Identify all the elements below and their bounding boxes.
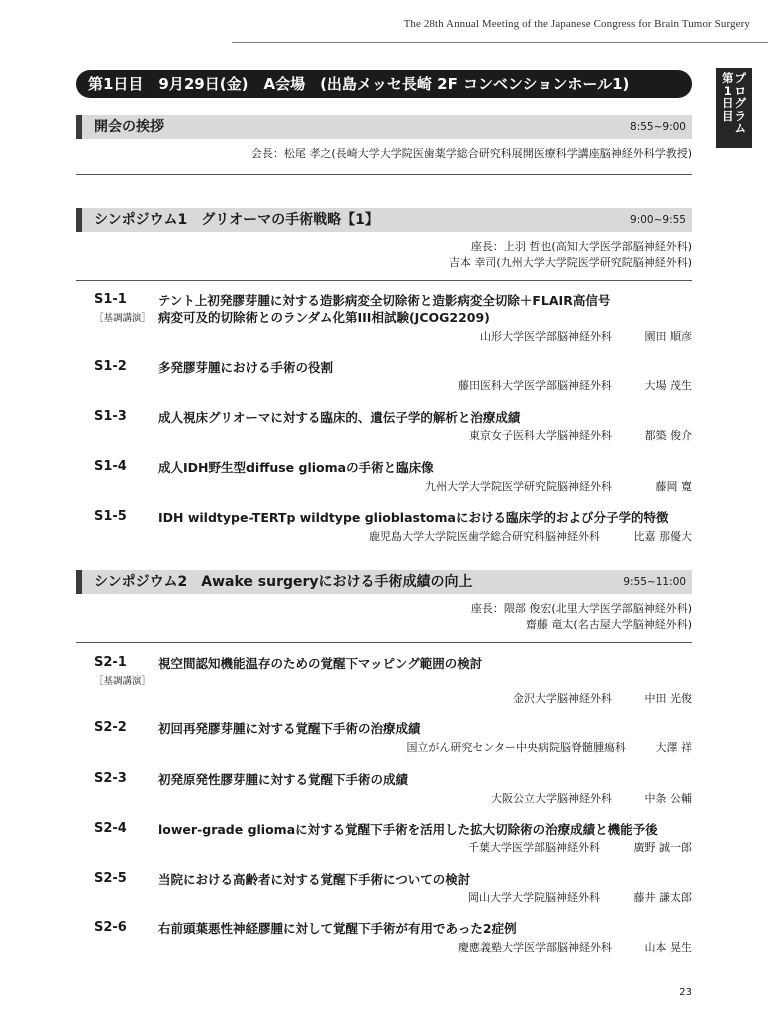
presentation-affiliation: 国立がん研究センター中央病院脳脊髄腫瘍科 bbox=[406, 741, 626, 754]
presentation-code: S2-4 bbox=[94, 821, 127, 836]
presentation-author: 園田 順彦 bbox=[644, 330, 692, 343]
presentation-affiliation: 岡山大学大学院脳神経外科 bbox=[468, 891, 600, 904]
conference-header: The 28th Annual Meeting of the Japanese Congress for Brain Tumor Surgery bbox=[403, 18, 750, 30]
presentation-affiliation: 金沢大学脳神経外科 bbox=[513, 692, 612, 705]
header-divider bbox=[232, 42, 768, 43]
presentation-code: S2-5 bbox=[94, 871, 127, 886]
keynote-badge: ［基調講演］ bbox=[94, 313, 152, 324]
page-number: 23 bbox=[679, 987, 692, 998]
presentation-code: S1-4 bbox=[94, 459, 127, 474]
section-title: シンポジウム2 Awake surgeryにおける手術成績の向上 bbox=[94, 574, 473, 590]
side-tab-char: 1 bbox=[723, 83, 732, 98]
presentation-affiliation: 千葉大学医学部脳神経外科 bbox=[468, 841, 600, 854]
title-line: テント上初発膠芽腫に対する造影病変全切除術と造影病変全切除＋FLAIR高信号 bbox=[158, 293, 611, 308]
presentation-title: lower-grade gliomaに対する覚醒下手術を活用した拡大切除術の治療成績と機能予後 bbox=[158, 822, 658, 837]
presentation-code: S1-5 bbox=[94, 509, 127, 524]
symposium1-chairs bbox=[449, 239, 692, 271]
symposium2-section-bar bbox=[76, 570, 692, 594]
presentation-title: 右前頭葉悪性神経膠腫に対して覚醒下手術が有用であった2症例 bbox=[158, 921, 517, 936]
presentation-title: 成人視床グリオーマに対する臨床的、遺伝子学的解析と治療成績 bbox=[158, 410, 521, 425]
presentation-code: S2-6 bbox=[94, 920, 127, 935]
side-tab-char: 第 bbox=[722, 71, 734, 85]
side-tab-char: グ bbox=[734, 96, 746, 110]
presentation-author: 大場 茂生 bbox=[644, 379, 692, 392]
section-divider bbox=[76, 642, 692, 643]
side-tab-char: ム bbox=[734, 121, 746, 135]
presentation-code: S2-3 bbox=[94, 771, 127, 786]
presentation-title: IDH wildtype-TERTp wildtype glioblastomaにおける臨床学的および分子学的特徴 bbox=[158, 510, 669, 525]
presentation-title: 初発原発性膠芽腫に対する覚醒下手術の成績 bbox=[158, 772, 409, 787]
chair-line: 齋藤 竜太(名古屋大学脳神経外科) bbox=[525, 618, 692, 631]
presentation-affiliation: 鹿児島大学大学院医歯学総合研究科脳神経外科 bbox=[369, 530, 600, 543]
presentation-code: S1-3 bbox=[94, 409, 127, 424]
side-tab-char: 日 bbox=[722, 96, 734, 110]
presentation-code: S1-1 bbox=[94, 292, 127, 307]
chair-line: 座長：隈部 俊宏(北里大学医学部脳神経外科) bbox=[470, 602, 692, 615]
section-divider bbox=[76, 280, 692, 281]
presentation-author: 大澤 祥 bbox=[655, 741, 692, 754]
presentation-title: 視空間認知機能温存のための覚醒下マッピング範囲の検討 bbox=[158, 656, 483, 671]
presentation-title: 多発膠芽腫における手術の役割 bbox=[158, 360, 334, 375]
presentation-affiliation: 東京女子医科大学脳神経外科 bbox=[469, 429, 612, 442]
presentation-code: S2-1 bbox=[94, 655, 127, 670]
presentation-affiliation: 藤田医科大学医学部脳神経外科 bbox=[458, 379, 612, 392]
side-tab-char: 目 bbox=[722, 108, 734, 123]
presentation-author: 廣野 誠一郎 bbox=[633, 841, 692, 854]
presentation-title: 成人IDH野生型diffuse gliomaの手術と臨床像 bbox=[158, 460, 434, 475]
presentation-author: 藤岡 寛 bbox=[655, 480, 692, 493]
side-tab-char: ロ bbox=[734, 83, 746, 98]
presentation-affiliation: 九州大学大学院医学研究院脳神経外科 bbox=[425, 480, 612, 493]
side-tab-program bbox=[735, 72, 747, 148]
symposium2-chairs bbox=[471, 601, 692, 633]
day-banner: 第1日目 9月29日(金) A会場 (出島メッセ長崎 2F コンベンションホール1) bbox=[76, 70, 692, 98]
presentation-code: S2-2 bbox=[94, 720, 127, 735]
presentation-affiliation: 大阪公立大学脳神経外科 bbox=[491, 792, 612, 805]
section-time: 8:55~9:00 bbox=[630, 121, 686, 133]
side-tab-char: プ bbox=[734, 71, 746, 85]
side-tab-char: ラ bbox=[734, 108, 746, 123]
title-line: 病変可及的切除術とのランダム化第III相試験(JCOG2209) bbox=[158, 310, 490, 325]
presentation-affiliation: 慶應義塾大学医学部脳神経外科 bbox=[458, 941, 612, 954]
presentation-code: S1-2 bbox=[94, 359, 127, 374]
keynote-badge: ［基調講演］ bbox=[94, 676, 152, 687]
presentation-title: 初回再発膠芽腫に対する覚醒下手術の治療成績 bbox=[158, 721, 421, 736]
section-time: 9:00~9:55 bbox=[630, 214, 686, 226]
presentation-title bbox=[158, 292, 610, 326]
presentation-title: 当院における高齢者に対する覚醒下手術についての検討 bbox=[158, 872, 471, 887]
side-tab-day bbox=[722, 72, 734, 148]
side-tab bbox=[716, 68, 752, 148]
presentation-author: 中田 光俊 bbox=[644, 692, 692, 705]
opening-speaker: 会長：松尾 孝之(長崎大学大学院医歯薬学総合研究科展開医療科学講座脳神経外科学教授) bbox=[250, 147, 692, 160]
symposium1-section-bar bbox=[76, 208, 692, 232]
presentation-author: 藤井 謙太郎 bbox=[633, 891, 692, 904]
presentation-author: 都築 俊介 bbox=[644, 429, 692, 442]
opening-section-bar bbox=[76, 115, 692, 139]
chair-line: 座長：上羽 哲也(高知大学医学部脳神経外科) bbox=[470, 240, 692, 253]
section-title: シンポジウム1 グリオーマの手術戦略【1】 bbox=[94, 212, 379, 228]
presentation-author: 山本 晃生 bbox=[644, 941, 692, 954]
section-time: 9:55~11:00 bbox=[623, 576, 686, 588]
presentation-affiliation: 山形大学医学部脳神経外科 bbox=[480, 330, 612, 343]
presentation-author: 中条 公輔 bbox=[644, 792, 692, 805]
section-divider bbox=[76, 174, 692, 175]
presentation-author: 比嘉 那優大 bbox=[633, 530, 692, 543]
chair-line: 吉本 幸司(九州大学大学院医学研究院脳神経外科) bbox=[448, 256, 692, 269]
section-title: 開会の挨拶 bbox=[94, 119, 164, 135]
